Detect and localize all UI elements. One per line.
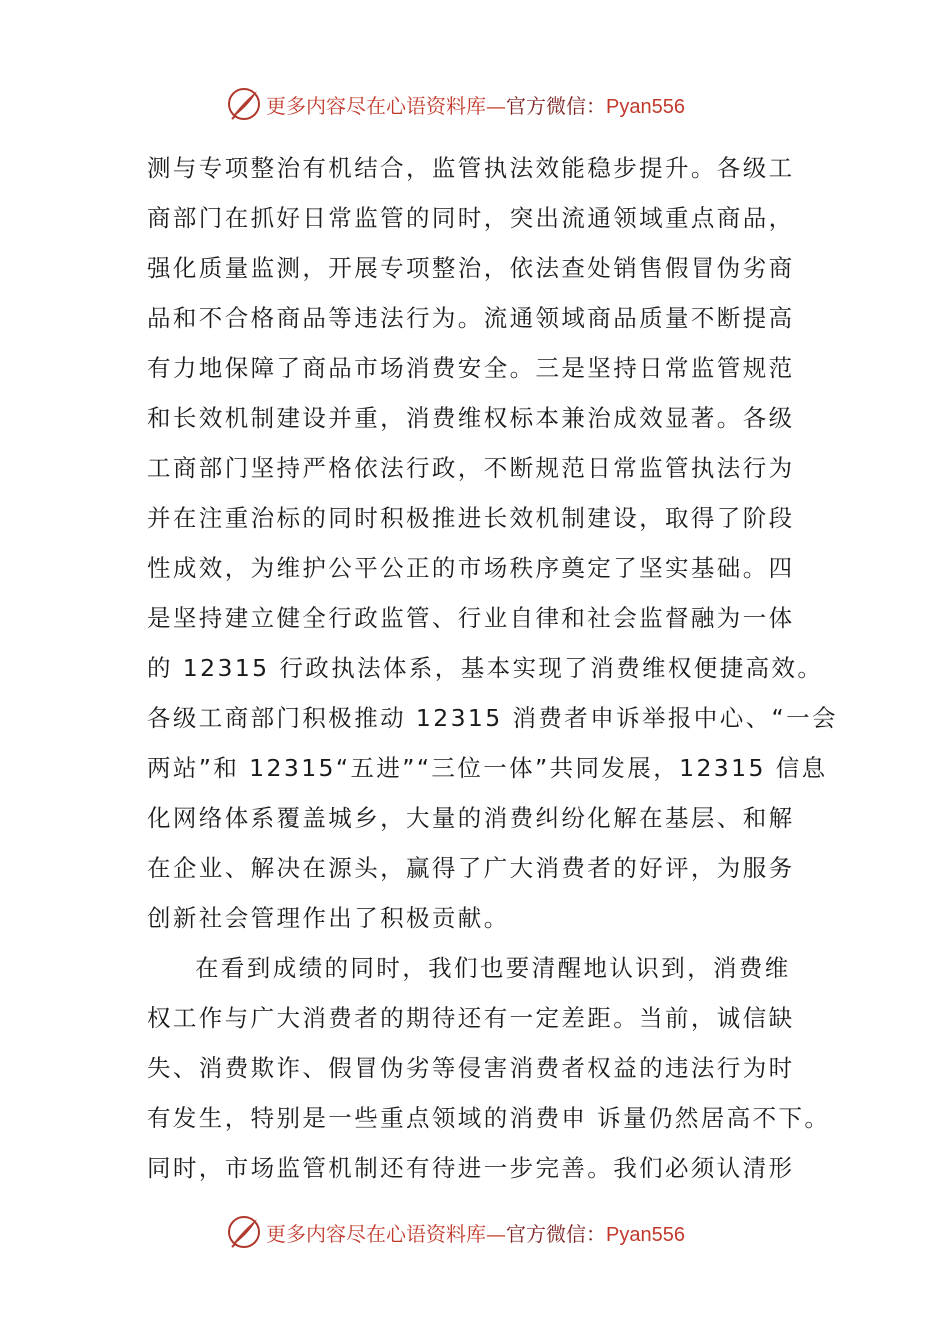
banner-label: 官方微信： bbox=[506, 93, 606, 118]
text-line: 各级工商部门积极推动 12315 消费者申诉举报中心、“一会 bbox=[147, 704, 838, 732]
banner-text bbox=[266, 90, 685, 119]
text-line: 在企业、解决在源头，赢得了广大消费者的好评，为服务 bbox=[147, 854, 795, 882]
text-line: 并在注重治标的同时积极推进长效机制建设，取得了阶段 bbox=[147, 504, 795, 532]
text-line: 同时，市场监管机制还有待进一步完善。我们必须认清形 bbox=[147, 1154, 795, 1182]
banner-main-text: 更多内容尽在心语资料库 bbox=[266, 93, 486, 118]
paragraph-first-line: 在看到成绩的同时，我们也要清醒地认识到，消费维 bbox=[195, 954, 791, 982]
text-line: 的 12315 行政执法体系，基本实现了消费维权便捷高效。 bbox=[147, 654, 824, 682]
quill-logo-icon bbox=[226, 86, 262, 122]
document-body bbox=[147, 143, 838, 1193]
text-line: 有力地保障了商品市场消费安全。三是坚持日常监管规范 bbox=[147, 354, 795, 382]
header-banner bbox=[226, 84, 685, 124]
footer-banner bbox=[226, 1212, 685, 1252]
text-line: 强化质量监测，开展专项整治，依法查处销售假冒伪劣商 bbox=[147, 254, 795, 282]
text-line: 和长效机制建设并重，消费维权标本兼治成效显著。各级 bbox=[147, 404, 795, 432]
banner-main-text: 更多内容尽在心语资料库 bbox=[266, 1221, 486, 1246]
text-line: 权工作与广大消费者的期待还有一定差距。当前，诚信缺 bbox=[147, 1004, 795, 1032]
text-line: 品和不合格商品等违法行为。流通领域商品质量不断提高 bbox=[147, 304, 795, 332]
banner-handle: Pyan556 bbox=[606, 1223, 685, 1246]
banner-separator: — bbox=[486, 93, 506, 118]
text-line: 创新社会管理作出了积极贡献。 bbox=[147, 904, 510, 932]
text-line: 性成效，为维护公平公正的市场秩序奠定了坚实基础。四 bbox=[147, 554, 795, 582]
banner-handle: Pyan556 bbox=[606, 95, 685, 118]
banner-label: 官方微信： bbox=[506, 1221, 606, 1246]
text-line: 商部门在抓好日常监管的同时，突出流通领域重点商品， bbox=[147, 204, 795, 232]
text-line: 有发生，特别是一些重点领域的消费申 诉量仍然居高不下。 bbox=[147, 1104, 831, 1132]
text-line: 测与专项整治有机结合，监管执法效能稳步提升。各级工 bbox=[147, 154, 795, 182]
text-line: 失、消费欺诈、假冒伪劣等侵害消费者权益的违法行为时 bbox=[147, 1054, 795, 1082]
banner-separator: — bbox=[486, 1221, 506, 1246]
text-line: 工商部门坚持严格依法行政，不断规范日常监管执法行为 bbox=[147, 454, 795, 482]
banner-text bbox=[266, 1218, 685, 1247]
quill-logo-icon bbox=[226, 1214, 262, 1250]
text-line: 是坚持建立健全行政监管、行业自律和社会监督融为一体 bbox=[147, 604, 795, 632]
text-line: 化网络体系覆盖城乡，大量的消费纠纷化解在基层、和解 bbox=[147, 804, 795, 832]
text-line: 两站”和 12315“五进”“三位一体”共同发展，12315 信息 bbox=[147, 754, 828, 782]
